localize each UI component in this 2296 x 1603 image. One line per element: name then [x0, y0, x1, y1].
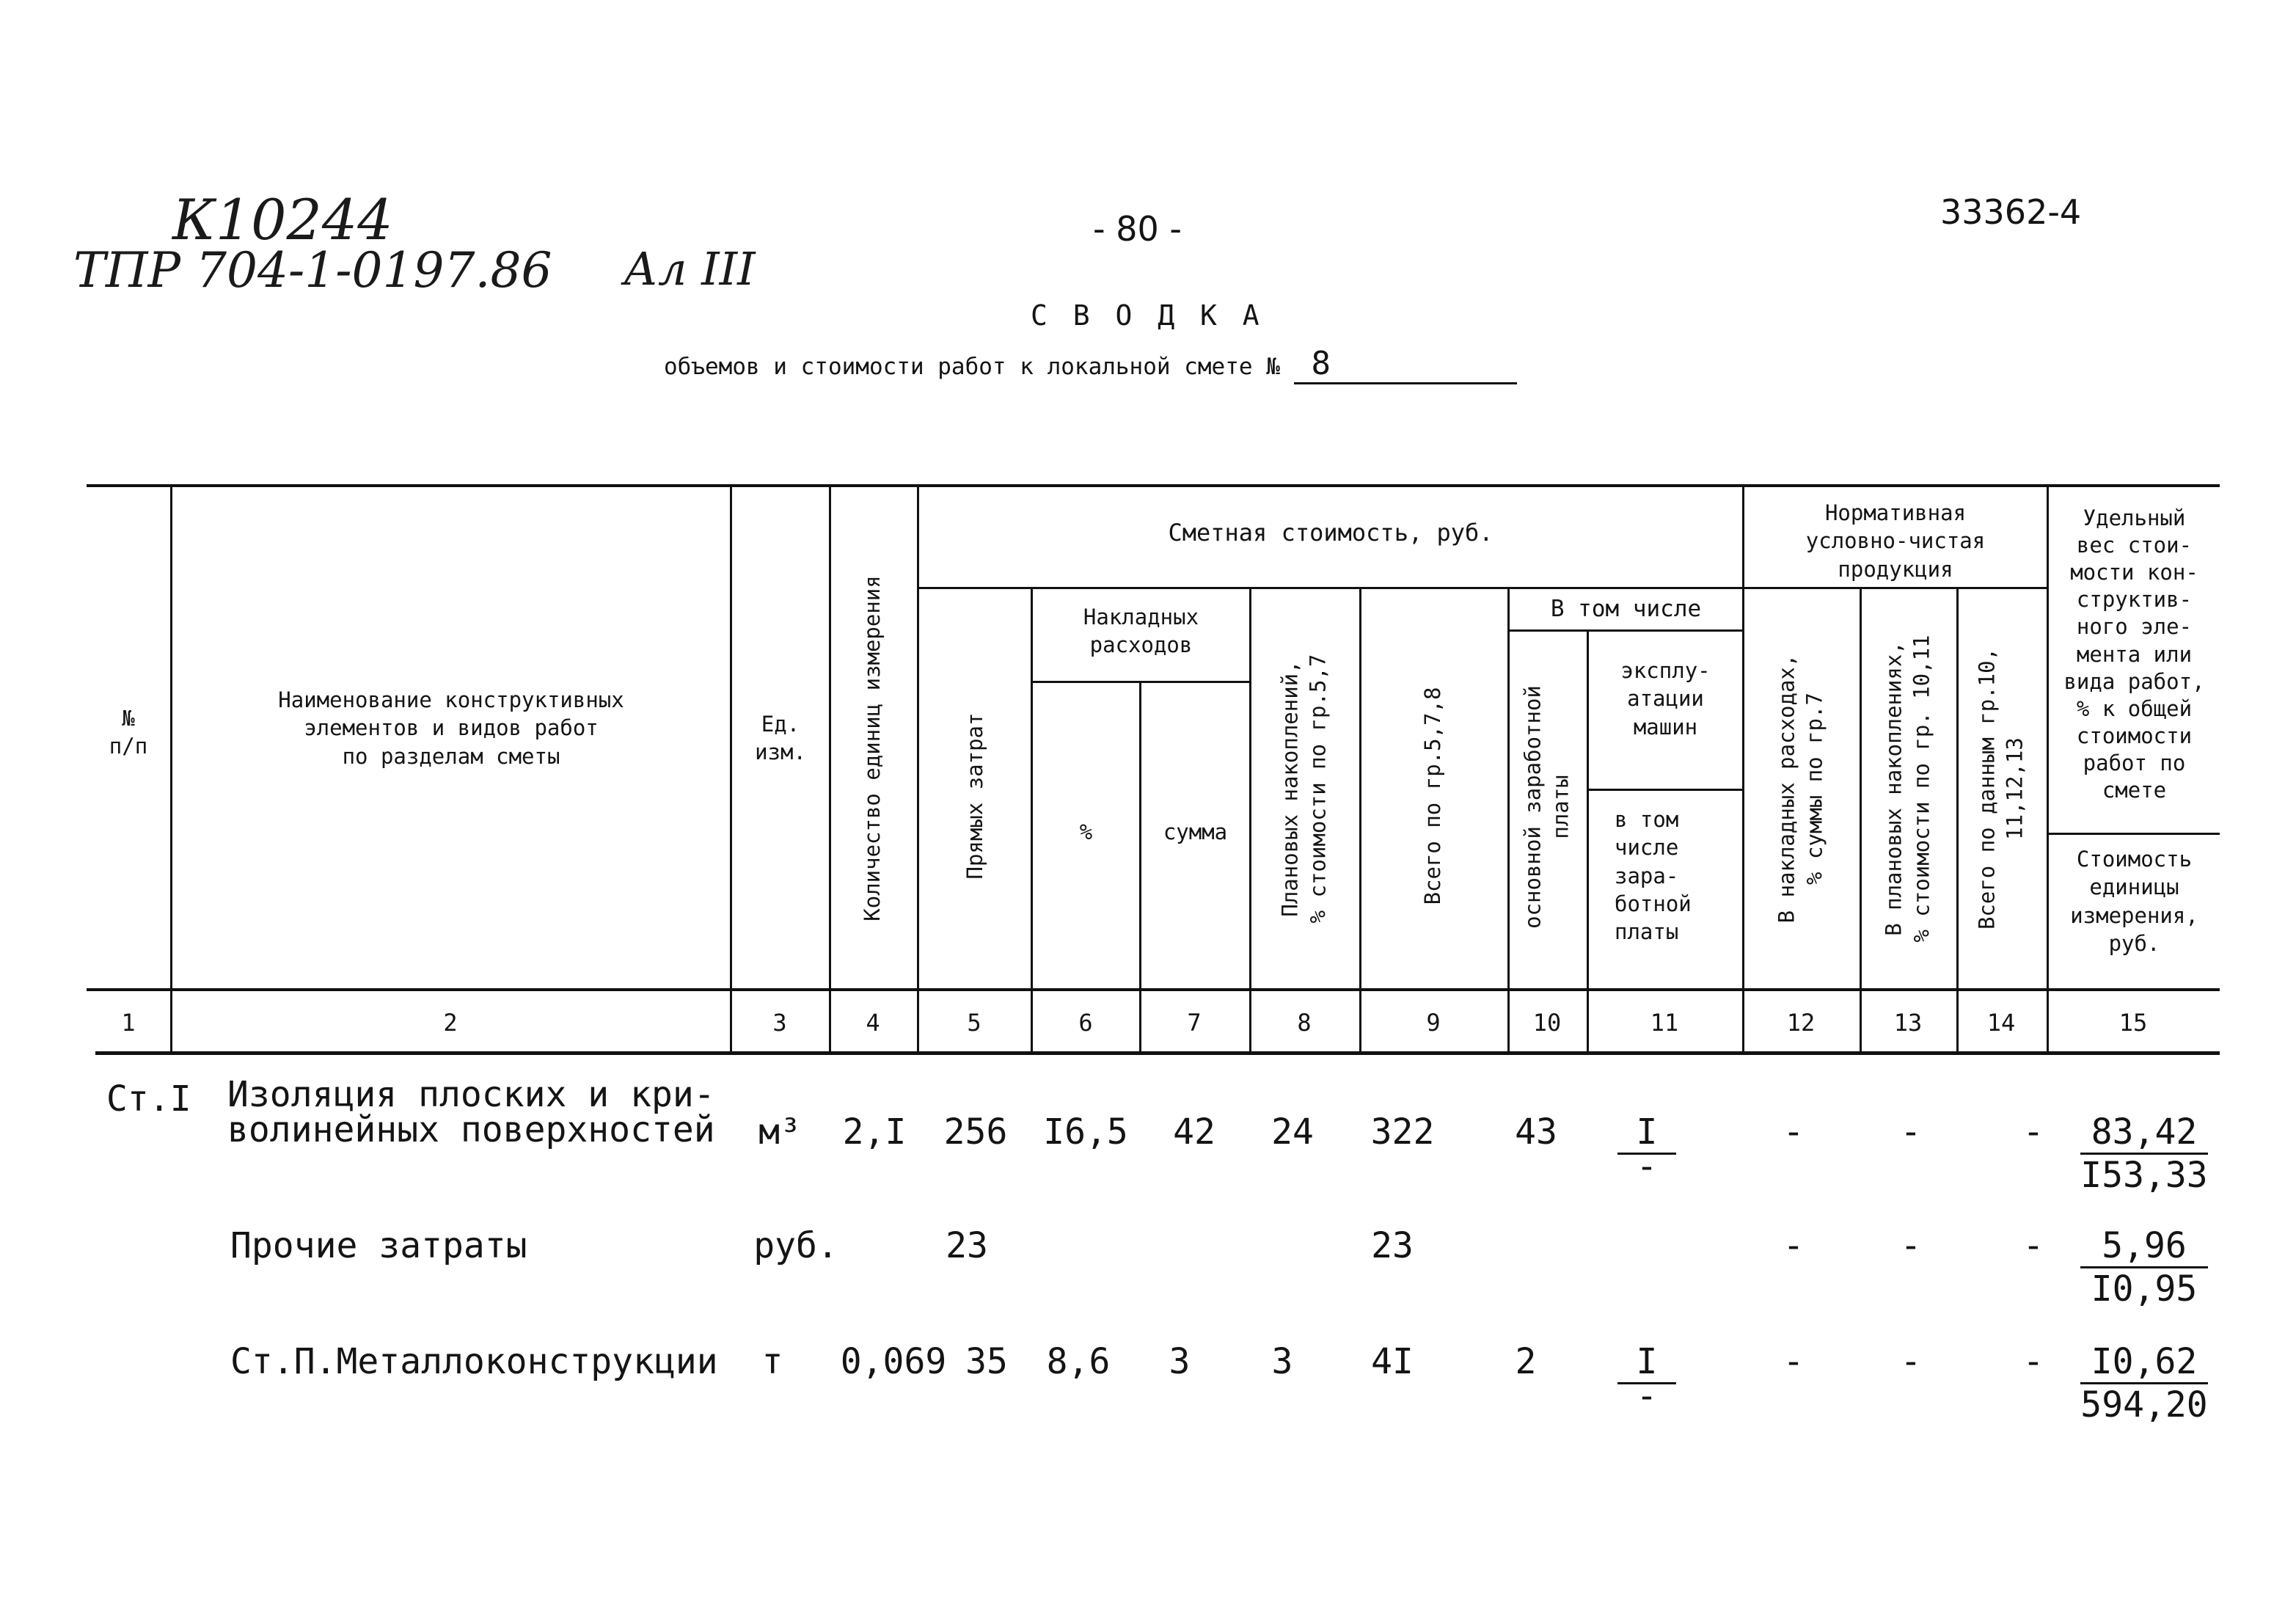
table-top-border: [87, 484, 2220, 487]
column-number: 3: [772, 1009, 787, 1037]
column-number: 10: [1532, 1009, 1562, 1037]
col-divider: [1956, 587, 1959, 1055]
column-number: 13: [1893, 1009, 1923, 1037]
row-norm-planned: -: [1900, 1225, 1922, 1266]
subtitle-prefix: объемов и стоимости работ к локальной смете №: [664, 354, 1280, 380]
row-planned: 24: [1271, 1111, 1314, 1153]
row-number: Ст.I: [106, 1078, 191, 1120]
row-direct: 23: [946, 1225, 988, 1266]
row-machines-wages: -: [1636, 1376, 1658, 1417]
row-norm-total: -: [2022, 1225, 2044, 1266]
row-norm-overhead: -: [1783, 1341, 1805, 1382]
row-share: 5,96: [2080, 1225, 2208, 1268]
row-unit-cost: I53,33: [2080, 1155, 2208, 1196]
incl-divider: [1507, 629, 1742, 632]
header-machines: эксплу- атации машин: [1620, 658, 1711, 740]
row-norm-planned: -: [1900, 1111, 1922, 1153]
row-machines-fraction: [1617, 1111, 1676, 1187]
row-unit-cost: I0,95: [2091, 1268, 2198, 1310]
row-name: Изоляция плоских и кри- волинейных поверхностей: [227, 1074, 715, 1150]
column-number: 14: [1986, 1009, 2016, 1037]
row-machines: I: [1617, 1341, 1676, 1384]
row-total: 23: [1371, 1225, 1414, 1266]
row-qty: 2,I: [842, 1111, 907, 1153]
row-direct: 35: [965, 1341, 1008, 1382]
header-qty: Количество единиц измерения: [860, 575, 885, 921]
header-norm-overhead: В накладных расходах, % суммы по гр.7: [1774, 654, 1827, 924]
row-unit: руб.: [753, 1225, 838, 1266]
row-planned: 3: [1271, 1341, 1293, 1382]
header-overhead-sum: сумма: [1163, 819, 1228, 844]
col-divider: [1139, 681, 1141, 1055]
column-number: 8: [1297, 1009, 1312, 1037]
row-share-fraction: [2080, 1341, 2208, 1425]
column-number: 1: [121, 1009, 136, 1037]
handwritten-project: ТПР 704-1-0197.86: [73, 242, 552, 299]
row-overhead-pct: I6,5: [1043, 1111, 1128, 1153]
row-name: Прочие затраты: [230, 1225, 527, 1266]
row-wages: 2: [1515, 1341, 1537, 1382]
header-incl: В том числе: [1550, 596, 1702, 622]
header-bottom-border: [87, 988, 2220, 991]
header-total: Всего по гр.5,7,8: [1420, 687, 1446, 905]
row-machines-fraction: [1617, 1341, 1676, 1417]
row-wages: 43: [1515, 1111, 1557, 1153]
share-divider: [2047, 833, 2220, 835]
header-wages: основной заработной платы: [1520, 685, 1573, 929]
row-name: Ст.П.Металлоконструкции: [230, 1341, 718, 1382]
document-number: 33362-4: [1940, 192, 2082, 232]
row-unit-cost: 594,20: [2080, 1384, 2208, 1425]
header-share: Удельный вес стои- мости кон- структив- ного эле- мента или вида работ, % к общей стоимости работ по смете: [2063, 505, 2205, 803]
col-divider: [1249, 587, 1251, 1055]
column-number: 15: [2118, 1009, 2148, 1037]
row-share-fraction: [2080, 1225, 2208, 1310]
header-direct: Прямых затрат: [962, 712, 988, 880]
col-divider: [1860, 587, 1862, 1055]
handwritten-code: К10244: [172, 187, 393, 252]
column-number: 7: [1187, 1009, 1202, 1037]
document-title: С В О Д К А: [1031, 299, 1264, 332]
col-divider: [917, 484, 919, 1055]
row-machines: I: [1617, 1111, 1676, 1155]
header-norm-total: Всего по данным гр.10, 11,12,13: [1974, 647, 2027, 930]
header-cost-group: Сметная стоимость, руб.: [1168, 519, 1494, 547]
handwritten-album: Ал III: [624, 242, 756, 296]
row-share: I0,62: [2080, 1341, 2208, 1384]
row-qty: 0,069: [840, 1341, 947, 1382]
column-number: 5: [967, 1009, 981, 1037]
row-norm-overhead: -: [1783, 1111, 1805, 1153]
document-subtitle: [664, 345, 1517, 384]
machines-divider: [1587, 789, 1742, 791]
row-norm-total: -: [2022, 1341, 2044, 1382]
header-overhead-pct: %: [1079, 819, 1093, 844]
row-share: 83,42: [2080, 1111, 2208, 1155]
header-overhead: Накладных расходов: [1083, 605, 1199, 658]
row-direct: 256: [943, 1111, 1008, 1153]
col-divider: [829, 484, 831, 1055]
column-number: 4: [866, 1009, 880, 1037]
header-machines-wages: в том числе зара- ботной платы: [1615, 807, 1692, 945]
row-share-fraction: [2080, 1111, 2208, 1196]
column-number: 11: [1650, 1009, 1679, 1037]
column-number: 6: [1078, 1009, 1093, 1037]
header-unit: Ед. изм.: [755, 712, 806, 765]
row-total: 4I: [1371, 1341, 1414, 1382]
row-overhead-pct: 8,6: [1046, 1341, 1111, 1382]
header-name: Наименование конструктивных элементов и видов работ по разделам сметы: [278, 687, 624, 769]
row-norm-total: -: [2022, 1111, 2044, 1153]
header-number: № п/п: [109, 706, 148, 759]
column-number: 2: [443, 1009, 458, 1037]
column-number: 9: [1426, 1009, 1441, 1037]
row-overhead-sum: 42: [1173, 1111, 1215, 1153]
row-overhead-sum: 3: [1169, 1341, 1191, 1382]
row-machines-wages: -: [1636, 1146, 1658, 1187]
header-planned: Плановых накоплений, % стоимости по гр.5,7: [1277, 654, 1330, 924]
row-total: 322: [1370, 1111, 1435, 1153]
row-norm-overhead: -: [1783, 1225, 1805, 1266]
header-unit-cost: Стоимость единицы измерения, руб.: [2070, 847, 2198, 956]
row-unit: т: [761, 1341, 783, 1382]
col-divider: [730, 484, 732, 1055]
header-norm-planned: В плановых накоплениях, % стоимости по гр. 10,11: [1881, 635, 1934, 943]
row-norm-planned: -: [1900, 1341, 1922, 1382]
cost-group-divider: [917, 587, 2047, 589]
column-number: 12: [1786, 1009, 1816, 1037]
numbers-bottom-border: [95, 1051, 2220, 1055]
page-number: - 80 -: [1093, 209, 1182, 249]
col-divider: [1359, 587, 1361, 1055]
header-norm-group: Нормативная условно-чистая продукция: [1805, 500, 1986, 582]
row-unit: м³: [758, 1111, 801, 1153]
col-divider: [1507, 587, 1510, 1055]
estimate-number: 8: [1294, 345, 1517, 384]
